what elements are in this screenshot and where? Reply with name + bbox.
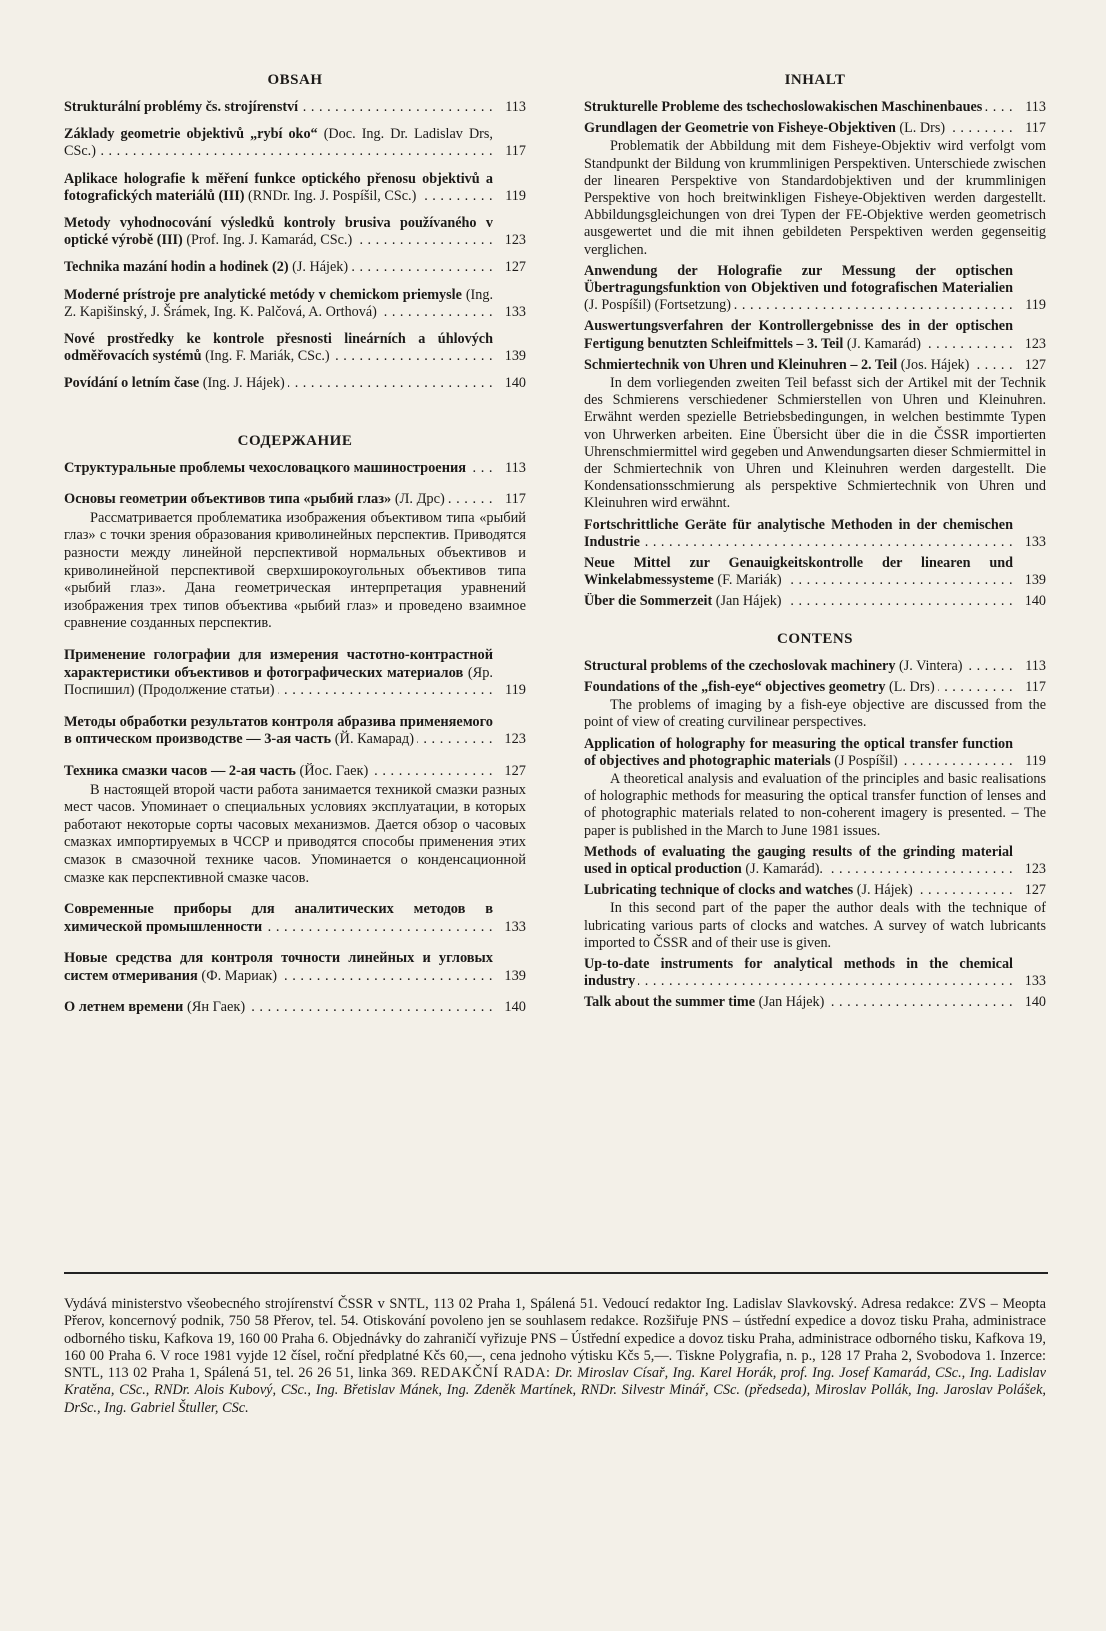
toc-entry-author: (F. Mariák) <box>713 572 782 589</box>
toc-entry-title-bold: Foundations of the „fish-eye“ objectives geometry <box>584 678 886 695</box>
toc-entry-page-number: 140 <box>493 999 526 1017</box>
toc-entry <box>584 882 1046 952</box>
toc-entry-title <box>64 375 493 392</box>
toc-entry <box>64 215 526 249</box>
toc-entry-abstract: The problems of imaging by a fish-eye objective are discussed from the point of view of creating curvilinear perspectives. <box>584 697 1046 731</box>
toc-entry-title <box>64 950 493 985</box>
toc-entry-title-bold: Auswertungsverfahren der Kontrollergebnisse des in der optischen Fertigung benutzten Schleifmittels – 3. Teil <box>584 318 1013 352</box>
toc-entry-heading <box>64 714 526 749</box>
toc-entry <box>584 120 1046 259</box>
toc-entry-author: (RNDr. Ing. J. Pospíšil, CSc.) <box>244 187 417 204</box>
toc-entry-title-bold: Структуральные проблемы чехословацкого машиностроения <box>64 459 467 476</box>
toc-entry <box>584 658 1046 675</box>
toc-entry-heading <box>584 120 1046 137</box>
toc-entry-page-number: 139 <box>493 968 526 986</box>
toc-entry <box>64 99 526 116</box>
toc-entry-heading <box>64 215 526 249</box>
toc-entry <box>64 647 526 700</box>
soderzhanie-title: СОДЕРЖАНИЕ <box>237 432 353 449</box>
toc-entry-title <box>64 287 493 321</box>
toc-entry-page-number: 133 <box>493 919 526 937</box>
toc-entry-title <box>584 658 1013 675</box>
toc-entry-title-bold: Methods of evaluating the gauging results of the grinding material used in optical production <box>584 843 1013 877</box>
toc-entry-heading <box>584 263 1046 315</box>
toc-entry-title-bold: Neue Mittel zur Genauigkeitskontrolle der linearen und Winkelabmessysteme <box>584 555 1013 589</box>
obsah-title: OBSAH <box>267 72 323 88</box>
toc-entry-author: (Jos. Hájek) <box>897 356 970 373</box>
toc-entry-page-number: 133 <box>1013 973 1046 990</box>
toc-entry-title <box>64 99 493 116</box>
toc-entry-author: (J Pospíšil) <box>830 752 898 769</box>
toc-entry-page-number: 140 <box>1013 994 1046 1011</box>
toc-entry-page-number: 123 <box>493 731 526 749</box>
toc-entry-heading <box>584 679 1046 696</box>
toc-entry-title <box>584 956 1013 990</box>
toc-entry-author: (Doc. Ing. Dr. Ladislav Drs, CSc.) <box>64 126 493 160</box>
toc-entry-title <box>64 126 493 160</box>
toc-entry <box>584 956 1046 990</box>
toc-entry-title-bold: Методы обработки результатов контроля абразива применяемого в оптическом производстве — 3-ая часть <box>64 713 493 748</box>
inhalt-list <box>584 99 1046 611</box>
toc-entry-title-bold: Grundlagen der Geometrie von Fisheye-Objektiven <box>584 120 896 137</box>
toc-entry-page-number: 127 <box>493 763 526 781</box>
toc-entry-page-number: 119 <box>493 188 526 205</box>
toc-entry <box>64 714 526 749</box>
toc-entry-heading <box>64 491 526 509</box>
toc-entry-title-bold: Moderné prístroje pre analytické metódy v chemickom priemysle <box>64 286 462 303</box>
toc-entry-heading <box>64 763 526 781</box>
toc-entry-title <box>64 215 493 249</box>
toc-entry-title <box>584 736 1013 770</box>
toc-entry-author: (Ing. Z. Kapišinský, J. Šrámek, Ing. K. Palčová, A. Orthová) <box>64 286 493 320</box>
contens-list <box>584 658 1046 1012</box>
obsah-section <box>64 72 526 393</box>
toc-entry <box>584 679 1046 732</box>
toc-entry-title <box>64 491 493 509</box>
toc-entry-page-number: 113 <box>1013 658 1046 675</box>
toc-entry-title-bold: Aplikace holografie k měření funkce optického přenosu objektivů a fotografických materiálů (III) <box>64 170 493 204</box>
toc-entry <box>584 994 1046 1011</box>
toc-entry-title <box>584 99 1013 116</box>
toc-entry-author: (Prof. Ing. J. Kamarád, CSc.) <box>182 232 353 249</box>
toc-entry-heading <box>64 375 526 392</box>
toc-entry-title <box>584 882 1013 899</box>
toc-entry-page-number: 140 <box>1013 593 1046 610</box>
toc-entry-title <box>584 679 1013 696</box>
toc-entry-page-number: 117 <box>1013 120 1046 137</box>
toc-entry-heading <box>584 593 1046 610</box>
toc-entry-author: (J. Kamarád) <box>843 335 921 352</box>
toc-entry-page-number: 139 <box>1013 572 1046 589</box>
toc-entry-title <box>584 357 1013 374</box>
toc-entry-author: (J. Vintera) <box>895 657 963 674</box>
toc-entry-author: (Ф. Мариак) <box>197 967 278 984</box>
toc-entry-heading <box>584 736 1046 770</box>
toc-entry <box>584 517 1046 551</box>
toc-entry-page-number: 123 <box>1013 336 1046 353</box>
obsah-list <box>64 99 526 393</box>
toc-entry-author: (J. Hájek) <box>853 882 913 899</box>
toc-entry-author: (Ing. J. Hájek) <box>199 375 285 392</box>
toc-entry-author: (Ing. F. Mariák, CSc.) <box>201 348 330 365</box>
toc-entry-heading <box>64 460 526 478</box>
toc-entry-page-number: 117 <box>493 143 526 160</box>
toc-entry-page-number: 119 <box>493 682 526 700</box>
toc-entry-title-bold: Основы геометрии объективов типа «рыбий глаз» <box>64 491 392 508</box>
toc-entry-title-bold: Применение голографии для измерения частотно-контрастной характеристики объективов и фотографических материалов <box>64 646 493 681</box>
imprint <box>64 1296 1046 1417</box>
toc-entry-title <box>64 171 493 205</box>
toc-entry-heading <box>64 331 526 365</box>
toc-entry-page-number: 113 <box>493 460 526 478</box>
toc-entry <box>584 318 1046 352</box>
toc-entry-title-bold: Metody vyhodnocování výsledků kontroly brusiva používaného v optické výrobě (III) <box>64 215 493 249</box>
toc-entry-page-number: 123 <box>493 232 526 249</box>
toc-entry <box>64 460 526 478</box>
toc-entry-heading <box>64 99 526 116</box>
toc-entry-author: (Ян Гаек) <box>183 999 246 1016</box>
imprint-text: Vydává ministerstvo všeobecného strojírenství ČSSR v SNTL, 113 02 Praha 1, Spálená 51. Vedoucí redaktor Ing. Ladislav Slavkovský. Adresa redakce: ZVS – Meopta Přerov, koncernový podnik, 750 58 Přerov, tel. 54. Otiskování povoleno jen se souhlasem redakce. Rozšiřuje PNS – ústřední expedice a dovoz tisku Praha, administrace odborného tisku, Kafkova 19, 160 00 Praha 6. Objednávky do zahraničí vyřizuje PNS – Ústřední expedice a dovoz tisku Praha, administrace odborného tisku, Kafkova 19, 160 00 Praha 6. V roce 1981 vyjde 12 čísel, roční předplatné Kčs 60,—, cena jednoho výtisku Kčs 5,—. Tiskne Polygrafia, n. p., 128 17 Praha 2, Svobodova 1. Inzerce: SNTL, 113 02 Praha 1, Spálená 51, tel. 26 26 51, linka 369. <box>64 1296 1046 1382</box>
toc-entry <box>64 999 526 1017</box>
toc-entry-title <box>584 263 1013 315</box>
contens-title: CONTENS <box>776 630 854 647</box>
toc-entry-page-number: 119 <box>1013 753 1046 770</box>
toc-entry-title-bold: Strukturální problémy čs. strojírenství <box>64 99 299 115</box>
toc-entry-title-bold: Talk about the summer time <box>584 994 756 1011</box>
toc-entry-heading <box>584 517 1046 551</box>
toc-entry <box>584 844 1046 878</box>
toc-entry-title <box>64 763 493 781</box>
toc-entry-author: (L. Drs) <box>895 120 946 137</box>
toc-entry <box>64 491 526 633</box>
toc-entry-author: (J. Kamarád). <box>741 860 823 877</box>
toc-entry-heading <box>584 956 1046 990</box>
toc-entry-page-number: 119 <box>1013 297 1046 314</box>
toc-entry-title-bold: Anwendung der Holografie zur Messung der optischen Übertragungsfunktion von Objektiven und fotografischen Materialien <box>584 262 1013 297</box>
toc-entry-heading <box>64 647 526 700</box>
toc-entry-heading <box>584 357 1046 374</box>
toc-entry-heading <box>584 318 1046 352</box>
toc-entry-title <box>64 999 493 1017</box>
toc-entry-author: (Яр. Поспишил) (Продолжение статьи) <box>64 664 493 699</box>
toc-entry-heading <box>584 994 1046 1011</box>
toc-entry-title <box>584 120 1013 137</box>
toc-entry-title <box>584 555 1013 589</box>
toc-entry-title <box>64 647 493 700</box>
toc-entry-title <box>584 844 1013 878</box>
toc-entry-title-bold: Über die Sommerzeit <box>584 593 713 610</box>
toc-entry-title <box>64 259 493 276</box>
contens-section <box>584 631 1046 1012</box>
toc-entry <box>64 259 526 276</box>
toc-entry-heading <box>64 287 526 321</box>
toc-entry-title-bold: Fortschrittliche Geräte für analytische Methoden in der chemischen Industrie <box>584 516 1013 550</box>
toc-entry-author: (Й. Камарад) <box>331 731 415 748</box>
toc-entry-title-bold: Structural problems of the czechoslovak machinery <box>584 657 896 674</box>
toc-entry-title-bold: Schmiertechnik von Uhren und Kleinuhren – 2. Teil <box>584 356 898 373</box>
toc-entry-page-number: 127 <box>493 259 526 276</box>
toc-entry-title-bold: Новые средства для контроля точности линейных и угловых систем отмеривания <box>64 950 493 984</box>
toc-entry <box>64 287 526 321</box>
soderzhanie-list <box>64 460 526 1017</box>
toc-entry-title-bold: Technika mazání hodin a hodinek (2) <box>64 259 289 276</box>
footer-divider <box>64 1272 1048 1274</box>
soderzhanie-section <box>64 433 526 1017</box>
toc-entry-heading <box>64 126 526 160</box>
toc-entry-author: (J. Hájek) <box>288 259 349 276</box>
toc-entry <box>64 375 526 392</box>
toc-entry <box>64 126 526 160</box>
toc-entry-title-bold: Lubricating technique of clocks and watches <box>584 882 854 899</box>
toc-entry-heading <box>584 844 1046 878</box>
toc-entry-page-number: 117 <box>493 491 526 509</box>
toc-entry-author: (Jan Hájek) <box>712 593 782 610</box>
toc-entry-title-bold: Техника смазки часов — 2-ая часть <box>64 762 296 779</box>
toc-entry <box>584 99 1046 116</box>
toc-entry-page-number: 113 <box>1013 99 1046 116</box>
toc-entry-title-bold: Povídání o letním čase <box>64 375 200 392</box>
toc-entry-page-number: 123 <box>1013 861 1046 878</box>
toc-entry-abstract: In dem vorliegenden zweiten Teil befasst sich der Artikel mit der Technik des Schmierens verschiedener Schmierstellen von Uhren und Kleinuhren. Erwähnt werden spezielle Betriebsbedingungen, in welchen bestimmte Typen von Uhrwerken arbeiten. Eine Übersicht über die in die ČSSR importierten Uhrenschmiermittel wird gegeben und Anwendungsarten dieser Schmiermittel in der Schmiertechnik von Uhren und Kleinuhren werden dargestellt. Die Kondensationsschmierung als perspektive Schmiertechnik von Uhren und Kleinuhren wird erwähnt. <box>584 375 1046 512</box>
toc-entry-abstract: A theoretical analysis and evaluation of the principles and basic realisations of holographic methods for measuring the optical transfer function of lenses and of photographic materials related to non-coherent imagery is presented. – The paper is published in the March to June 1981 issues. <box>584 770 1046 839</box>
inhalt-title: INHALT <box>784 72 846 88</box>
toc-entry-page-number: 127 <box>1013 882 1046 899</box>
toc-entry-author: (Йос. Гаек) <box>295 762 369 779</box>
toc-entry-heading <box>584 882 1046 899</box>
editorial-board-label: REDAKČNÍ RADA: <box>420 1365 551 1382</box>
toc-entry-title-bold: Application of holography for measuring the optical transfer function of objectives and photographic materials <box>584 735 1013 769</box>
toc-entry-page-number: 133 <box>1013 534 1046 551</box>
toc-entry-title <box>584 994 1013 1011</box>
toc-entry-title-bold: Základy geometrie objektivů „rybí oko“ <box>64 126 318 143</box>
toc-entry-title <box>584 318 1013 352</box>
toc-entry-title <box>584 593 1013 610</box>
toc-entry-page-number: 133 <box>493 304 526 321</box>
toc-entry <box>584 263 1046 315</box>
left-column <box>64 72 526 1031</box>
toc-entry-title-bold: О летнем времени <box>64 999 184 1016</box>
toc-entry-title <box>64 901 493 936</box>
toc-entry-title-bold: Up-to-date instruments for analytical methods in the chemical industry <box>584 955 1013 990</box>
toc-entry-heading <box>64 171 526 205</box>
toc-entry-title <box>64 331 493 365</box>
toc-entry-page-number: 113 <box>493 99 526 116</box>
toc-entry-heading <box>584 658 1046 675</box>
toc-entry <box>584 357 1046 513</box>
toc-entry-heading <box>584 555 1046 589</box>
toc-entry-title-bold: Nové prostředky ke kontrole přesnosti lineárních a úhlových odměřovacích systémů <box>64 331 493 365</box>
toc-entry-page-number: 139 <box>493 348 526 365</box>
editorial-board-members: Dr. Miroslav Císař, Ing. Karel Horák, prof. Ing. Josef Kamarád, CSc., Ing. Ladislav Kratěna, CSc., RNDr. Alois Kubový, CSc., Ing. Břetislav Mánek, Ing. Zdeněk Martínek, RNDr. Silvestr Minář, CSc. (předseda), Miroslav Pollák, Ing. Jaroslav Polášek, DrSc., Ing. Gabriel Štuller, CSc. <box>64 1365 1046 1416</box>
toc-entry-author: (L. Drs) <box>885 678 935 695</box>
toc-entry-heading <box>584 99 1046 116</box>
toc-entry-heading <box>64 259 526 276</box>
toc-entry-heading <box>64 901 526 936</box>
toc-entry-abstract: Problematik der Abbildung mit dem Fisheye-Objektiv wird verfolgt vom Standpunkt der Bildung von krummlinigen Perspektiven. Unterschiede zwischen der linearen Perspektive von Standardobjektiven und der krummlinigen Perspektive von hoch breitwinkligen Fisheye-Objektiven werden dargestellt. Abbildungsgleichungen von drei Typen der FE-Objektive werden geometrisch ausgewertet und die mit ihnen gebildeten Perspektiven werden gegenseitig verglichen. <box>584 138 1046 258</box>
toc-entry <box>584 555 1046 589</box>
toc-entry-title-bold: Strukturelle Probleme des tschechoslowakischen Maschinenbaues <box>584 99 983 115</box>
toc-entry <box>584 736 1046 840</box>
toc-entry-abstract: В настоящей второй части работа занимается техникой смазки разных мест часов. Упоминает о специальных условиях эксплуатации, в которых работают некоторые сорты часовых механизмов. Дается обзор о часовых смазках импортируемых в ЧССР и приводятся способы применения этих смазок в смазочной технике часов. Упоминается о конденсационной смазке как перспективной смазке часов. <box>64 781 526 886</box>
toc-entry-page-number: 140 <box>493 375 526 392</box>
toc-entry-page-number: 117 <box>1013 679 1046 696</box>
toc-entry-title <box>64 460 493 478</box>
toc-entry-author: (Jan Hájek) <box>755 994 825 1011</box>
toc-entry-page-number: 127 <box>1013 357 1046 374</box>
toc-entry <box>584 593 1046 610</box>
toc-entry-title <box>64 714 493 749</box>
toc-entry <box>64 901 526 936</box>
toc-entry-heading <box>64 950 526 985</box>
inhalt-section <box>584 72 1046 611</box>
toc-entry-title <box>584 517 1013 551</box>
toc-entry-title-bold: Современные приборы для аналитических методов в химической промышленности <box>64 901 493 935</box>
toc-entry-heading <box>64 999 526 1017</box>
toc-entry-author: (Л. Дрс) <box>391 491 445 508</box>
toc-entry-author: (J. Pospíšil) (Fortsetzung) <box>584 297 731 314</box>
toc-entry <box>64 171 526 205</box>
right-column <box>584 72 1046 1016</box>
toc-entry-abstract: In this second part of the paper the author deals with the technique of lubricating various parts of clocks and watches. A survey of watch lubricants imported to ČSSR and of their use is given. <box>584 900 1046 951</box>
toc-entry-abstract: Рассматривается проблематика изображения объективом типа «рыбий глаз» с точки зрения образования криволинейных перспектив. Приводятся разности между линейной перспективой нормальных объективов и криволинейной перспективой сверхширокоугольных объективов типа «рыбий глаз». Дана геометрическая интерпретация уравнений изображения трех типов объектива «рыбий глаз» и проведено взаимное сравнение созданных перспектив. <box>64 509 526 632</box>
toc-entry <box>64 950 526 985</box>
toc-entry <box>64 763 526 887</box>
toc-entry <box>64 331 526 365</box>
